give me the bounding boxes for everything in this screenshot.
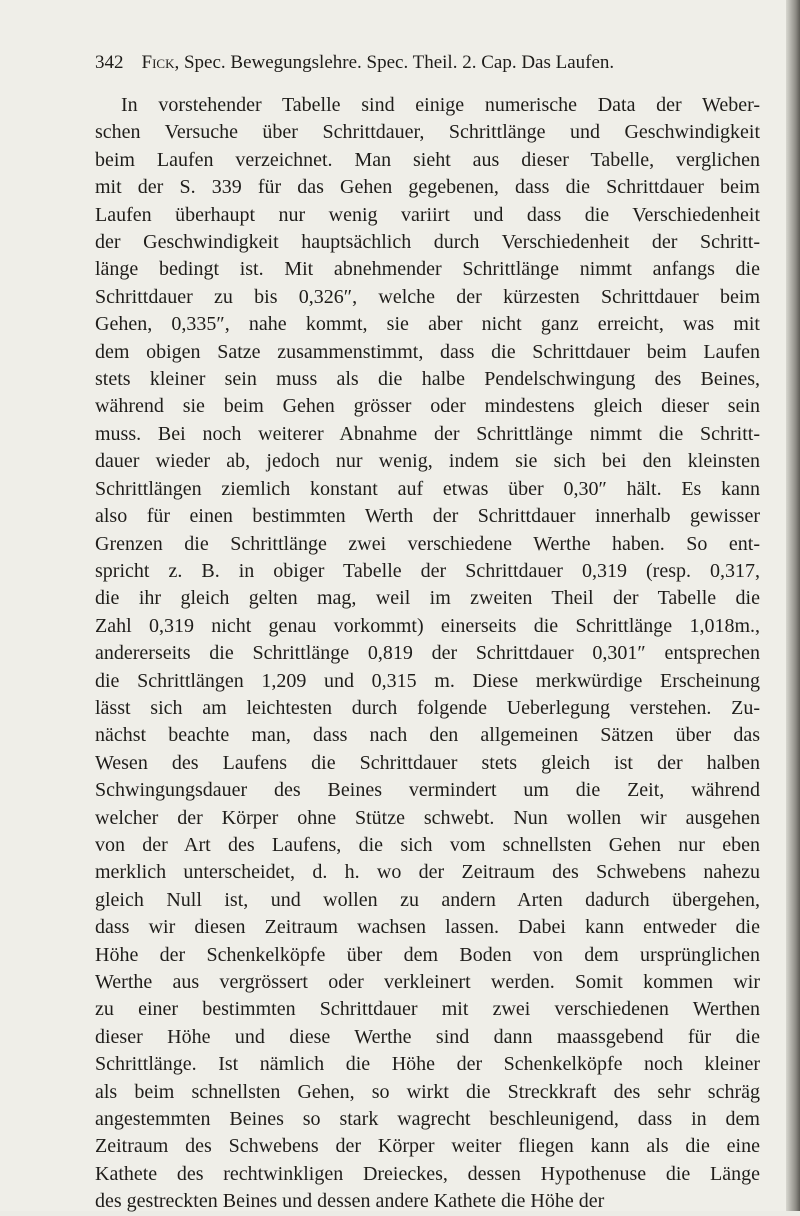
page-edge-shadow bbox=[786, 0, 800, 1211]
text-line: Grenzen die Schrittlänge zwei verschiedene Werthe haben. So ent- bbox=[95, 532, 760, 555]
text-line: muss. Bei noch weiterer Abnahme der Schrittlänge nimmt die Schritt- bbox=[95, 422, 760, 445]
body-paragraph bbox=[95, 92, 760, 1216]
text-line: Schrittlängen ziemlich konstant auf etwas über 0,30″ hält. Es kann bbox=[95, 477, 760, 500]
text-line: Wesen des Laufens die Schrittdauer stets gleich ist der halben bbox=[95, 751, 760, 774]
header-title: , Spec. Bewegungslehre. Spec. Theil. 2. Cap. Das Laufen. bbox=[174, 52, 615, 73]
text-line: Zahl 0,319 nicht genau vorkommt) einerseits die Schrittlänge 1,018m., bbox=[95, 614, 760, 637]
text-line: dauer wieder ab, jedoch nur wenig, indem sie sich bei den kleinsten bbox=[95, 450, 760, 473]
text-line: welcher der Körper ohne Stütze schwebt. Nun wollen wir ausgehen bbox=[95, 806, 760, 829]
text-line: des gestreckten Beines und dessen andere Kathete die Höhe der bbox=[95, 1190, 605, 1213]
text-line: von der Art des Laufens, die sich vom schnellsten Gehen nur eben bbox=[95, 833, 760, 856]
text-line: Schrittdauer zu bis 0,326″, welche der kürzesten Schrittdauer beim bbox=[95, 285, 760, 308]
running-header bbox=[95, 52, 755, 74]
text-line: Zeitraum des Schwebens der Körper weiter fliegen kann als die eine bbox=[95, 1135, 760, 1158]
text-line: lässt sich am leichtesten durch folgende Ueberlegung verstehen. Zu- bbox=[95, 696, 760, 719]
text-line: Schwingungsdauer des Beines vermindert um die Zeit, während bbox=[95, 779, 760, 802]
text-line: dieser Höhe und diese Werthe sind dann maassgebend für die bbox=[95, 1025, 760, 1048]
text-line: Laufen überhaupt nur wenig variirt und dass die Verschiedenheit bbox=[95, 203, 760, 226]
text-line: die ihr gleich gelten mag, weil im zweiten Theil der Tabelle die bbox=[95, 587, 760, 610]
text-line: als beim schnellsten Gehen, so wirkt die Streckkraft des sehr schräg bbox=[95, 1080, 760, 1103]
text-line: schen Versuche über Schrittdauer, Schrittlänge und Geschwindigkeit bbox=[95, 121, 760, 144]
text-line: gleich Null ist, und wollen zu andern Arten dadurch übergehen, bbox=[95, 888, 760, 911]
text-line: In vorstehender Tabelle sind einige numerische Data der Weber- bbox=[121, 94, 760, 116]
page-number: 342 bbox=[95, 52, 124, 73]
text-line: die Schrittlängen 1,209 und 0,315 m. Diese merkwürdige Erscheinung bbox=[95, 669, 760, 692]
text-line: dem obigen Satze zusammenstimmt, dass die Schrittdauer beim Laufen bbox=[95, 340, 760, 363]
text-line: nächst beachte man, dass nach den allgemeinen Sätzen über das bbox=[95, 724, 760, 747]
text-line: während sie beim Gehen grösser oder mindestens gleich dieser sein bbox=[95, 395, 760, 418]
text-line: Kathete des rechtwinkligen Dreieckes, dessen Hypothenuse die Länge bbox=[95, 1162, 760, 1185]
text-line: andererseits die Schrittlänge 0,819 der Schrittdauer 0,301″ entsprechen bbox=[95, 642, 760, 665]
text-line: Höhe der Schenkelköpfe über dem Boden von dem ursprünglichen bbox=[95, 943, 760, 966]
header-author: Fick bbox=[141, 52, 175, 73]
text-line: Schrittlänge. Ist nämlich die Höhe der Schenkelköpfe noch kleiner bbox=[95, 1053, 760, 1076]
text-line: dass wir diesen Zeitraum wachsen lassen. Dabei kann entweder die bbox=[95, 916, 760, 939]
text-line: stets kleiner sein muss als die halbe Pendelschwingung des Beines, bbox=[95, 368, 760, 391]
text-line: Gehen, 0,335″, nahe kommt, sie aber nicht ganz erreicht, was mit bbox=[95, 313, 760, 336]
text-line: merklich unterscheidet, d. h. wo der Zeitraum des Schwebens nahezu bbox=[95, 861, 760, 884]
text-line: angestemmten Beines so stark wagrecht beschleunigend, dass in dem bbox=[95, 1108, 760, 1131]
text-line: mit der S. 339 für das Gehen gegebenen, dass die Schrittdauer beim bbox=[95, 176, 760, 199]
text-line: länge bedingt ist. Mit abnehmender Schrittlänge nimmt anfangs die bbox=[95, 258, 760, 281]
text-line: der Geschwindigkeit hauptsächlich durch Verschiedenheit der Schritt- bbox=[95, 231, 760, 254]
text-line: also für einen bestimmten Werth der Schrittdauer innerhalb gewisser bbox=[95, 505, 760, 528]
text-line: zu einer bestimmten Schrittdauer mit zwei verschiedenen Werthen bbox=[95, 998, 760, 1021]
text-line: spricht z. B. in obiger Tabelle der Schrittdauer 0,319 (resp. 0,317, bbox=[95, 559, 760, 582]
text-line: Werthe aus vergrössert oder verkleinert werden. Somit kommen wir bbox=[95, 971, 760, 993]
text-line: beim Laufen verzeichnet. Man sieht aus dieser Tabelle, verglichen bbox=[95, 148, 760, 171]
